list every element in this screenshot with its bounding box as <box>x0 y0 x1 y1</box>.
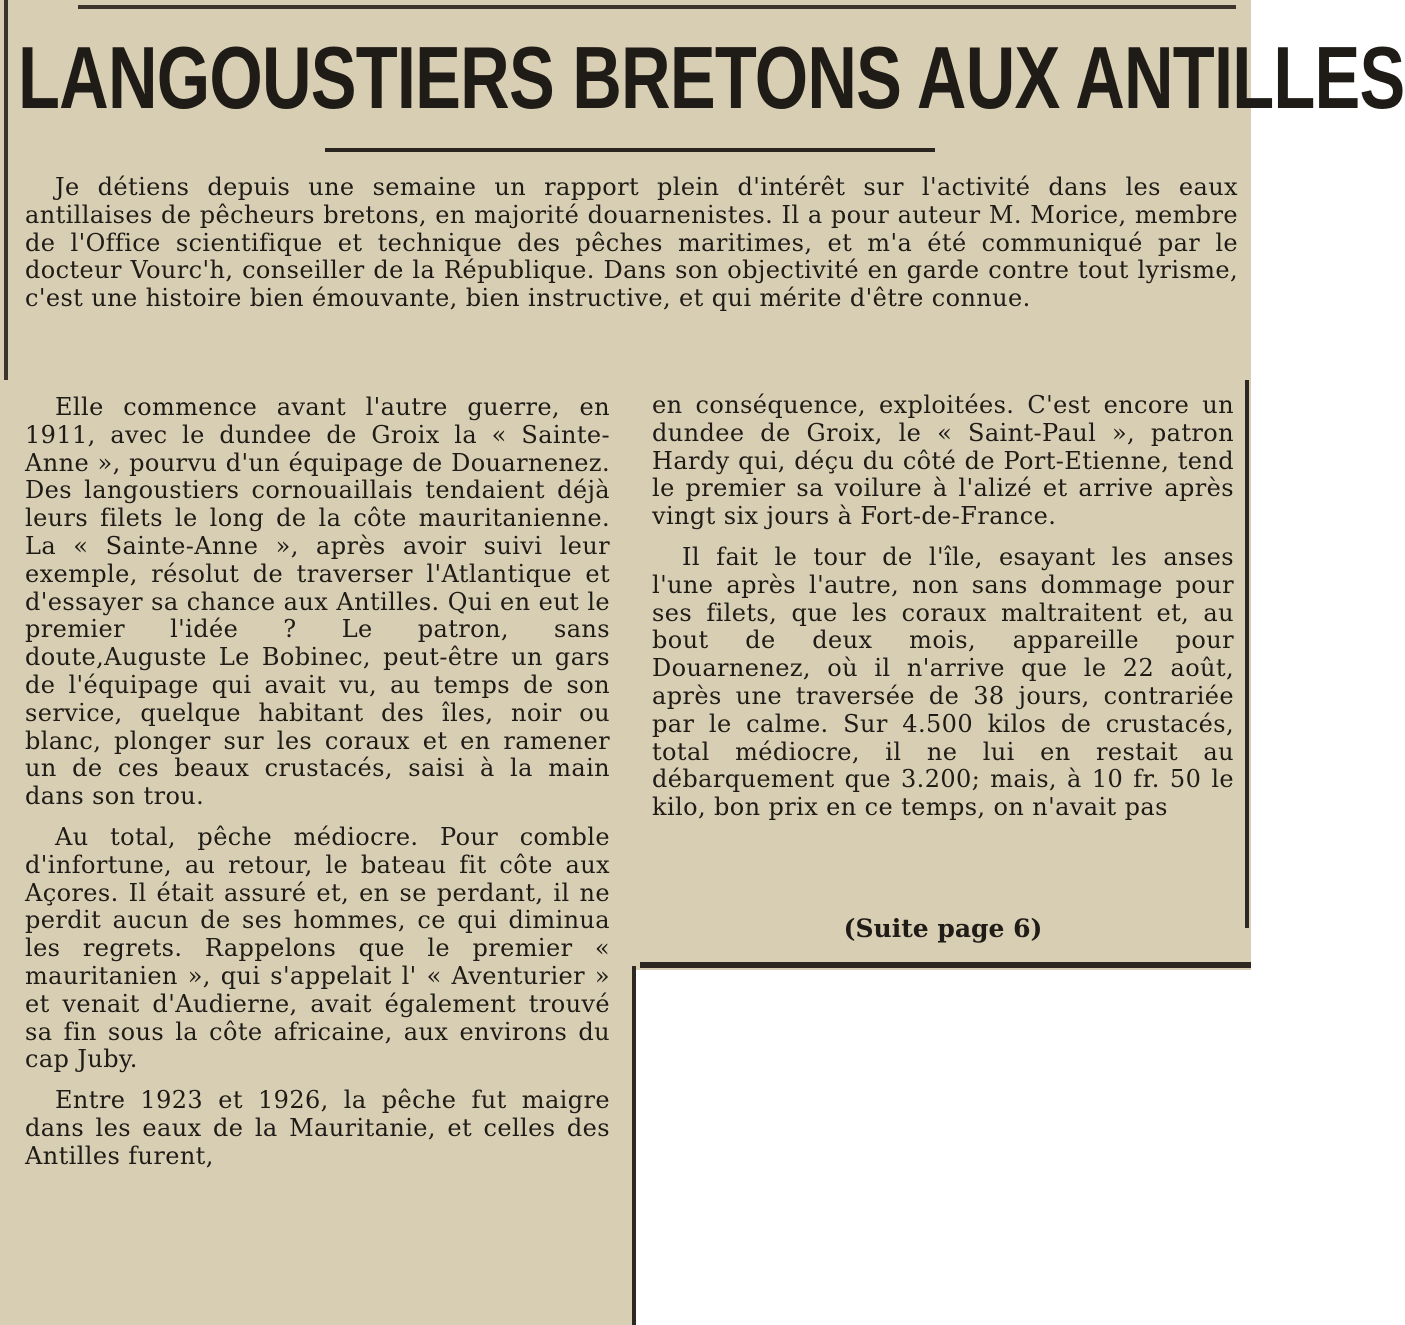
left-column-border-rule <box>632 966 636 1325</box>
right-paragraph-2: Il fait le tour de l'île, esayant les anses l'une après l'autre, non sans dommage pour ses filets, que les coraux maltraitent et, au bout de deux mois, appareille pour Douarnenez, où il n'arrive que le 22 août, après une traversée de 38 jours, contrariée par le calme. Sur 4.500 kilos de crustacés, total médiocre, il ne lui en restait au débarquement que 3.200; mais, à 10 fr. 50 le kilo, bon prix en ce temps, on n'avait pas <box>652 542 1234 822</box>
left-column <box>25 394 610 1171</box>
article-headline: LANGOUSTIERS BRETONS AUX ANTILLES <box>18 28 1405 127</box>
left-paragraph-2: Au total, pêche médiocre. Pour comble d'infortune, au retour, le bateau fit côte aux Açores. Il était assuré et, en se perdant, il ne perdit aucun de ses hommes, ce qui diminua les regrets. Rappelons que le premier « mauritanien », qui s'appelait l' « Aventurier » et venait d'Audierne, avait également trouvé sa fin sous la côte africaine, aux environs du cap Juby. <box>25 822 610 1074</box>
left-border-rule <box>4 0 8 380</box>
headline-separator <box>325 148 935 152</box>
right-column <box>652 392 1234 822</box>
right-column-border-rule <box>1245 380 1249 928</box>
right-paragraph-1: en conséquence, exploitées. C'est encore un dundee de Groix, le « Saint-Paul », patron Hardy qui, déçu du côté de Port-Etienne, tend le premier sa voilure à l'alizé et arrive après vingt six jours à Fort-de-France. <box>652 391 1234 531</box>
column-end-rule <box>640 962 1251 968</box>
left-paragraph-3: Entre 1923 et 1926, la pêche fut maigre dans les eaux de la Mauritanie, et celles des Antilles furent, <box>25 1086 610 1170</box>
intro-text: Je détiens depuis une semaine un rapport plein d'intérêt sur l'activité dans les eaux antillaises de pêcheurs bretons, en majorité douarnenistes. Il a pour auteur M. Morice, membre de l'Office scientifique et technique des pêches maritimes, et m'a été communiqué par le docteur Vourc'h, conseiller de la République. Dans son objectivité en garde contre tout lyrisme, c'est une histoire bien émouvante, bien instructive, et qui mérite d'être connue. <box>25 173 1238 313</box>
blank-area <box>632 970 1251 1325</box>
left-paragraph-1: Elle commence avant l'autre guerre, en 1911, avec le dundee de Groix la « Sainte-Anne », pourvu d'un équipage de Douarnenez. Des langoustiers cornouaillais tendaient déjà leurs filets le long de la côte mauritanienne. La « Sainte-Anne », après avoir suivi leur exemple, résolut de traverser l'Atlantique et d'essayer sa chance aux Antilles. Qui en eut le premier l'idée ? Le patron, sans doute,Auguste Le Bobinec, peut-être un gars de l'équipage qui avait vu, au temps de son service, quelque habitant des îles, noir ou blanc, plonger sur les coraux et en ramener un de ces beaux crustacés, saisi à la main dans son trou. <box>25 393 610 811</box>
intro-paragraph <box>25 174 1238 313</box>
top-border-rule <box>78 5 1236 9</box>
continuation-note: (Suite page 6) <box>843 914 1043 943</box>
